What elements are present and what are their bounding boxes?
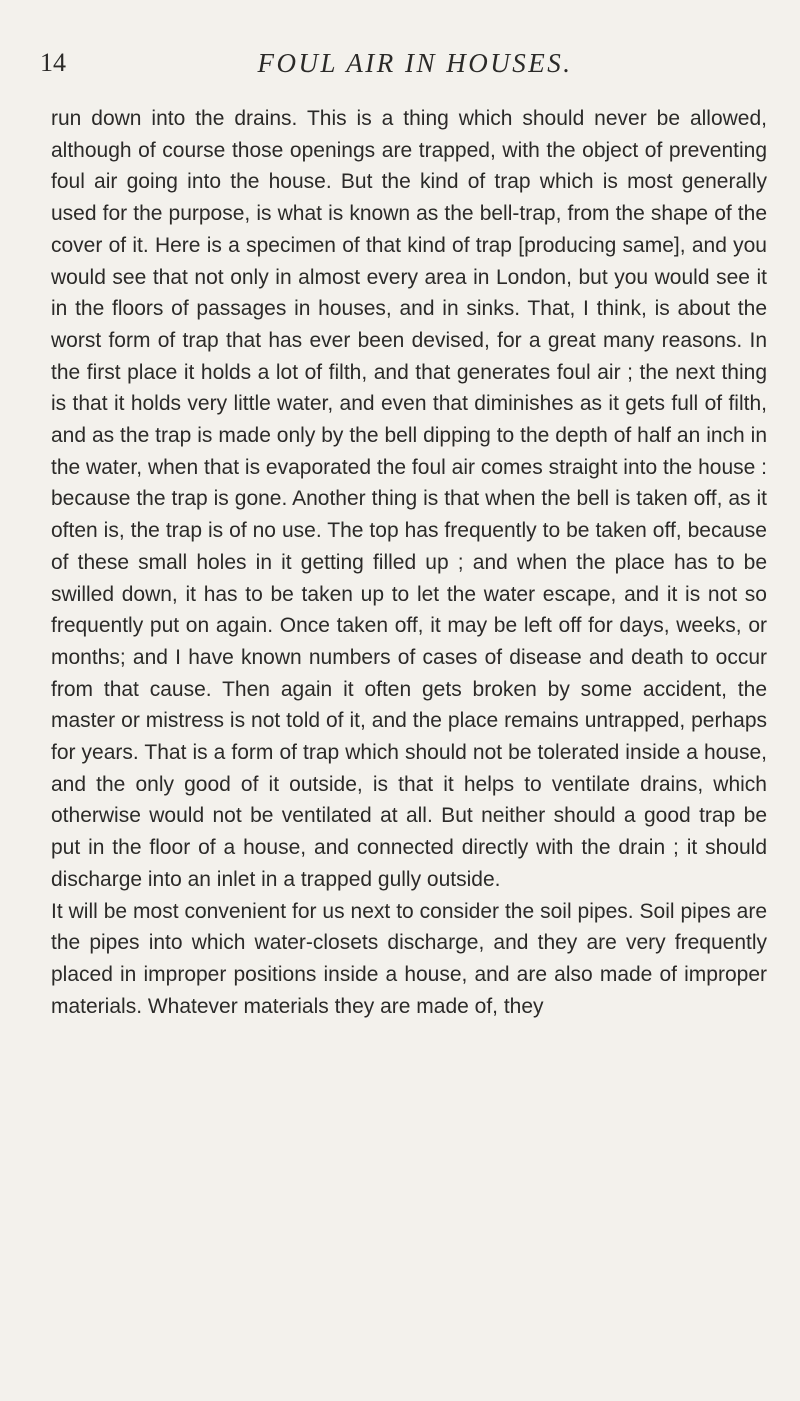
page-number: 14 <box>40 48 66 77</box>
paragraph: run down into the drains. This is a thing which should never be allowed, although of course those openings are trapped, with the object of preventing foul air going into the house. But the kind of trap which is most generally used for the purpose, is what is known as the bell-trap, from the shape of the cover of it. Here is a specimen of that kind of trap [producing same], and you would see that not only in almost every area in London, but you would see it in the floors of passages in houses, and in sinks. That, I think, is about the worst form of trap that has ever been devised, for a great many reasons. In the first place it holds a lot of filth, and that generates foul air ; the next thing is that it holds very little water, and even that diminishes as it gets full of filth, and as the trap is made only by the bell dipping to the depth of half an inch in the water, when that is evaporated the foul air comes straight into the house : because the trap is gone. Another thing is that when the bell is taken off, as it often is, the trap is of no use. The top has frequently to be taken off, because of these small holes in it getting filled up ; and when the place has to be swilled down, it has to be taken up to let the water escape, and it is not so frequently put on again. Once taken off, it may be left off for days, weeks, or months; and I have known numbers of cases of disease and death to occur from that cause. Then again it often gets broken by some accident, the master or mistress is not told of it, and the place remains untrapped, perhaps for years. That is a form of trap which should not be tolerated inside a house, and the only good of it outside, is that it helps to ventilate drains, which otherwise would not be ventilated at all. But neither should a good trap be put in the floor of a house, and connected directly with the drain ; it should discharge into an inlet in a trapped gully outside. <box>51 107 767 891</box>
running-head <box>40 46 760 80</box>
body-text <box>51 103 767 1022</box>
paragraph: It will be most convenient for us next to consider the soil pipes. Soil pipes are the pipes into which water-closets discharge, and they are very frequently placed in improper positions inside a house, and are also made of improper materials. Whatever materials they are made of, they <box>51 899 767 1018</box>
running-title: FOUL AIR IN HOUSES. <box>257 48 573 78</box>
